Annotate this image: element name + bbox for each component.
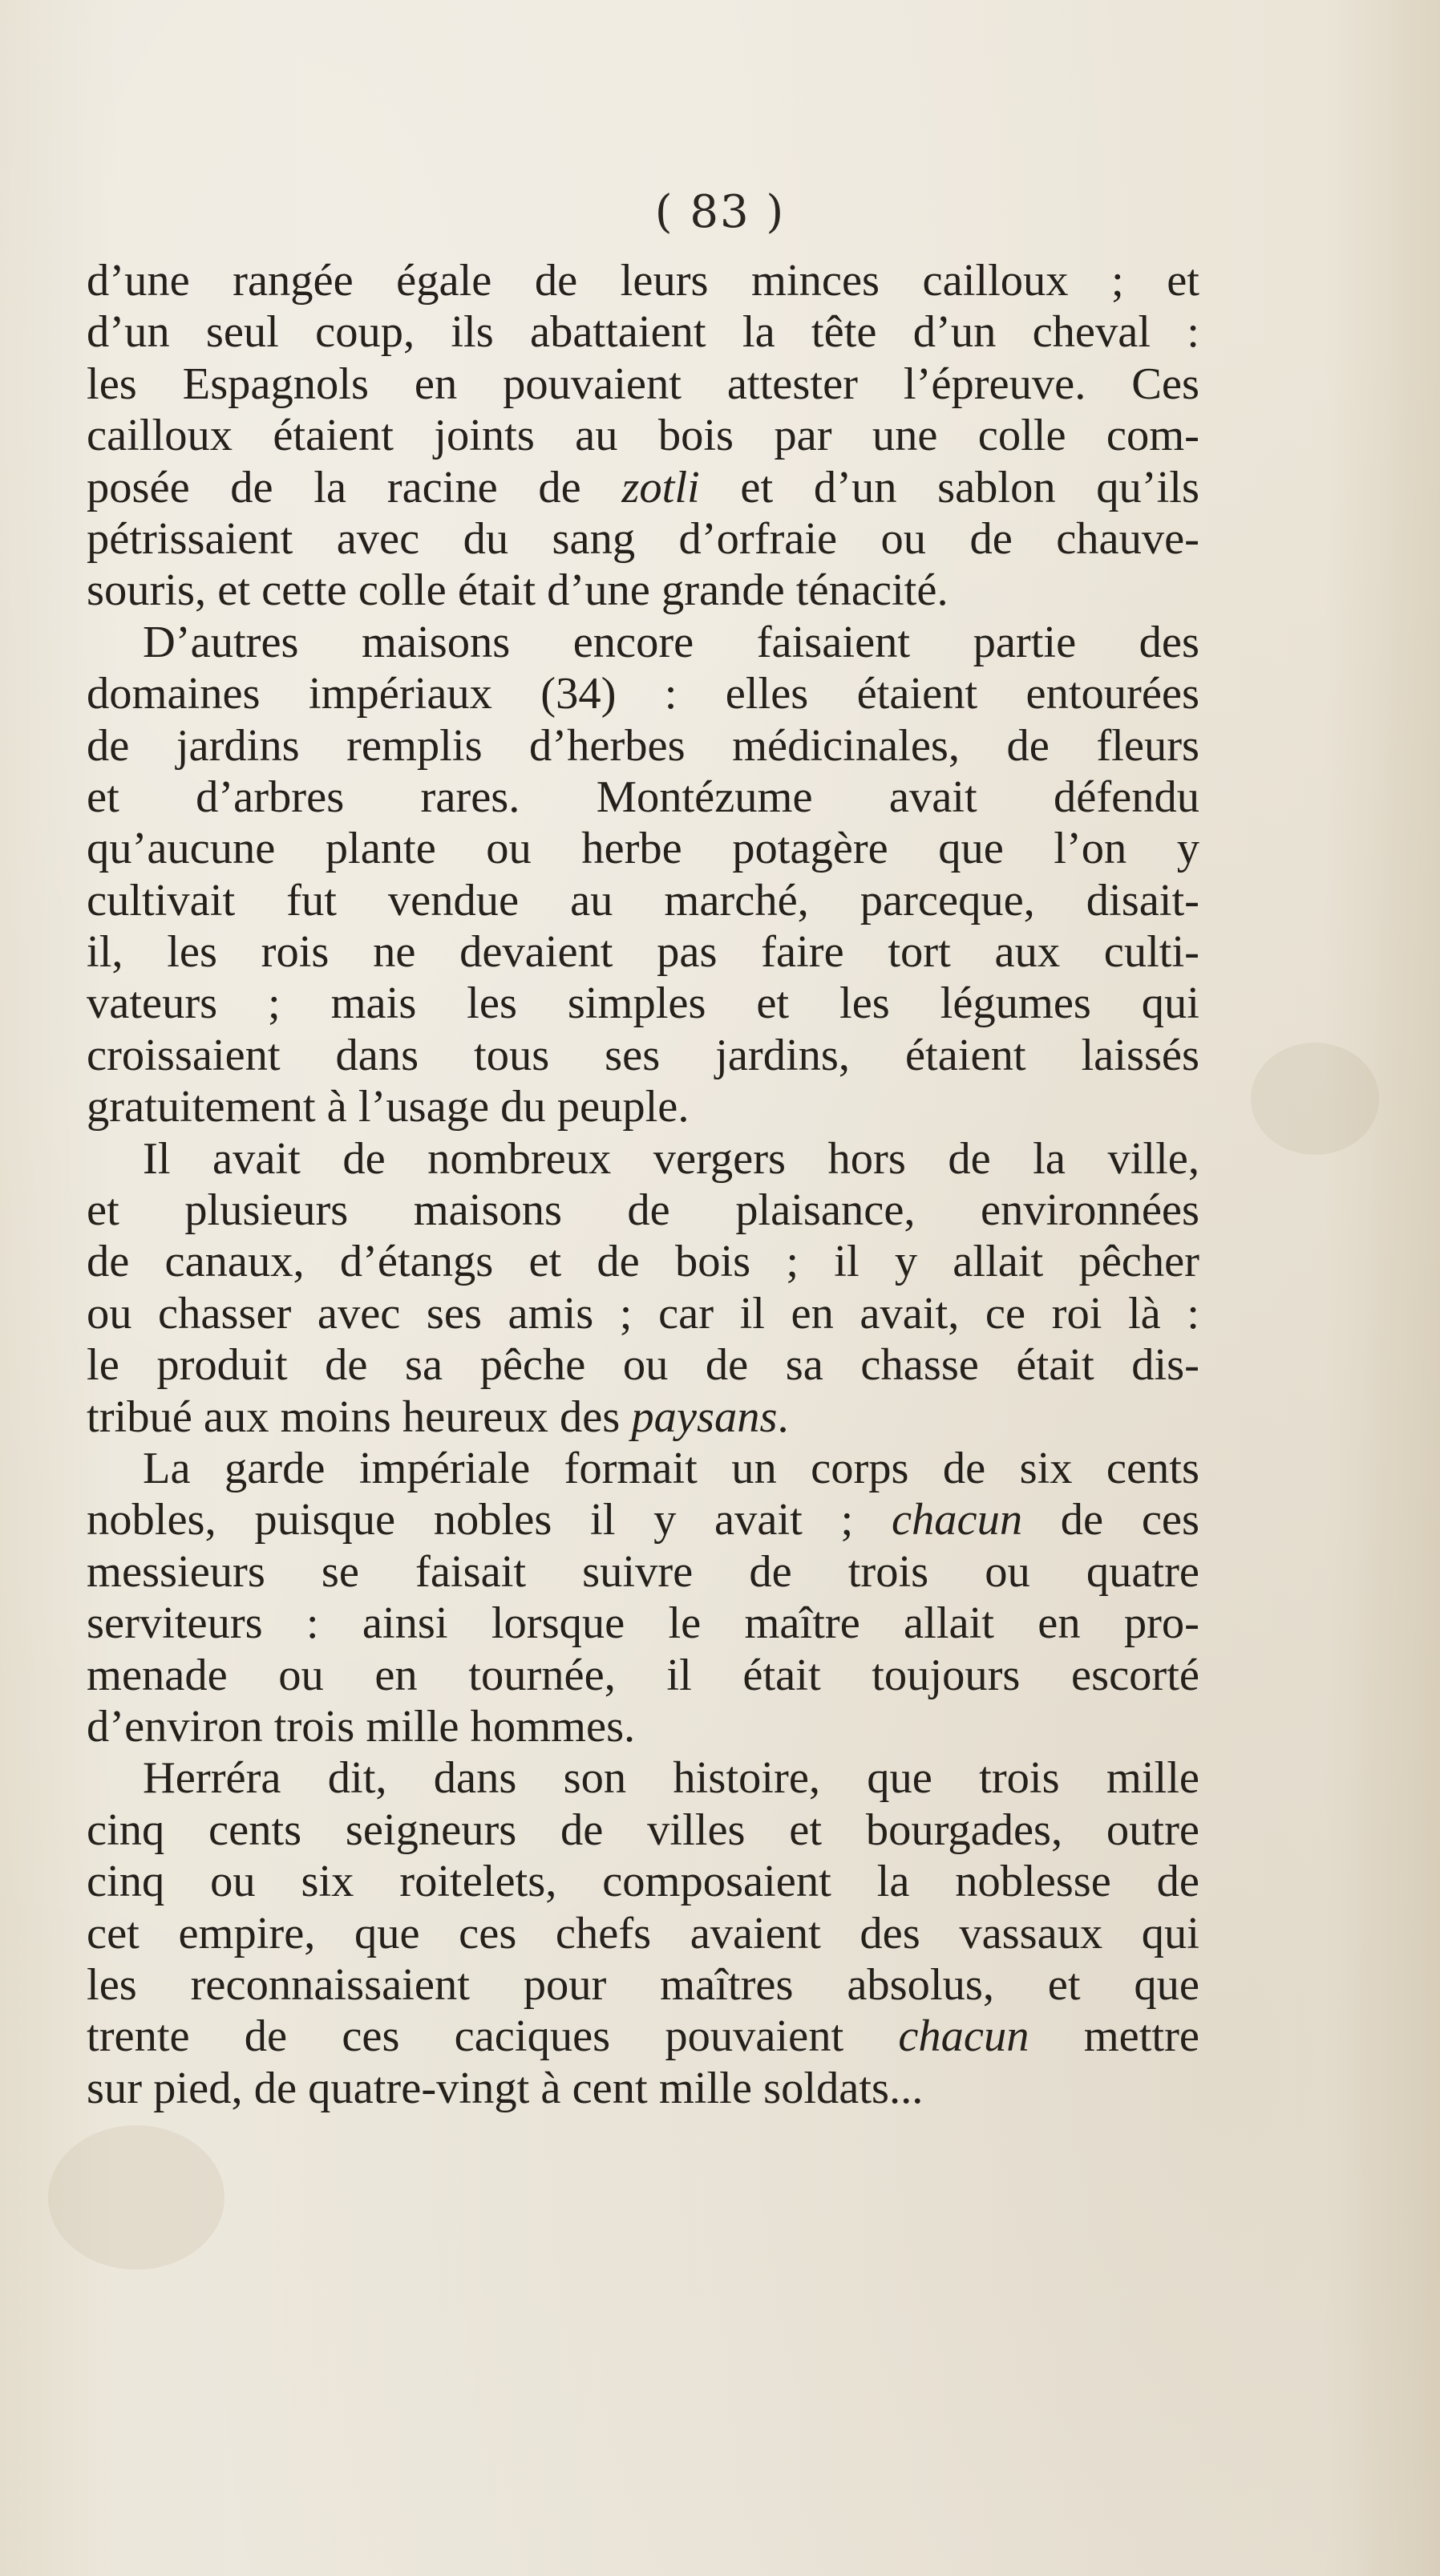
text-line: vateurs ; mais les simples et les légumes qui [87,978,1199,1029]
paper-stain [1251,1043,1379,1155]
text-line: sur pied, de quatre-vingt à cent mille soldats... [87,2063,924,2113]
text-line: d’environ trois mille hommes. [87,1701,636,1752]
text-line: d’un seul coup, ils abattaient la tête d’un cheval : [87,307,1199,358]
text-line: souris, et cette colle était d’une grande ténacité. [87,565,949,616]
italic-term: paysans [631,1391,778,1442]
text-line: posée de la racine de zotli et d’un sablon qu’ils [87,462,1199,512]
italic-term: zotli [621,462,700,512]
text-line: d’une rangée égale de leurs minces cailloux ; et [87,256,1199,306]
paper-stain [48,2125,224,2270]
text-line: messieurs se faisait suivre de trois ou quatre [87,1546,1199,1597]
body-text [87,255,1199,2114]
text-line: de canaux, d’étangs et de bois ; il y allait pêcher [87,1237,1199,1287]
text-line: La garde impériale formait un corps de six cents [143,1443,1199,1493]
text-line: cinq cents seigneurs de villes et bourgades, outre [87,1804,1199,1855]
italic-term: chacun [891,1495,1023,1545]
text-line: et d’arbres rares. Montézume avait défendu [87,772,1199,822]
text-line: les reconnaissaient pour maîtres absolus, et que [87,1959,1199,2010]
text-line: ou chasser avec ses amis ; car il en avait, ce roi là : [87,1288,1199,1339]
text-line: cultivait fut vendue au marché, parceque, disait- [87,875,1199,925]
text-line: serviteurs : ainsi lorsque le maître allait en pro- [87,1598,1199,1649]
text-line: trente de ces caciques pouvaient chacun mettre [87,2011,1200,2062]
text-line: il, les rois ne devaient pas faire tort aux culti- [87,927,1199,978]
text-line: nobles, puisque nobles il y avait ; chacun de ces [87,1495,1199,1545]
text-line: domaines impériaux (34) : elles étaient entourées [87,669,1199,719]
text-line: les Espagnols en pouvaient attester l’épreuve. Ces [87,358,1199,409]
text-line: pétrissaient avec du sang d’orfraie ou de chauve- [87,513,1199,564]
paragraph [87,617,1199,1133]
paragraph [87,1752,1199,2114]
paragraph [87,1443,1199,1752]
text-line: croissaient dans tous ses jardins, étaient laissés [87,1030,1199,1080]
text-line: le produit de sa pêche ou de sa chasse était dis- [87,1340,1199,1391]
text-line: qu’aucune plante ou herbe potagère que l’on y [87,824,1199,874]
text-line: et plusieurs maisons de plaisance, environnées [87,1185,1199,1236]
text-line: tribué aux moins heureux des paysans. [87,1391,789,1442]
text-line: cet empire, que ces chefs avaient des vassaux qui [87,1908,1199,1958]
text-line: cinq ou six roitelets, composaient la noblesse de [87,1857,1199,1907]
italic-term: chacun [898,2011,1029,2062]
text-line: cailloux étaient joints au bois par une colle com- [87,411,1199,461]
text-line: D’autres maisons encore faisaient partie des [143,617,1199,667]
page-number: ( 83 ) [654,186,786,238]
text-line: menade ou en tournée, il était toujours escorté [87,1650,1199,1700]
text-line: de jardins remplis d’herbes médicinales, de fleurs [87,720,1199,771]
paragraph [87,255,1199,617]
paragraph [87,1133,1199,1443]
text-line: gratuitement à l’usage du peuple. [87,1082,690,1132]
text-line: Herréra dit, dans son histoire, que trois mille [143,1753,1199,1804]
text-line: Il avait de nombreux vergers hors de la ville, [143,1133,1199,1184]
